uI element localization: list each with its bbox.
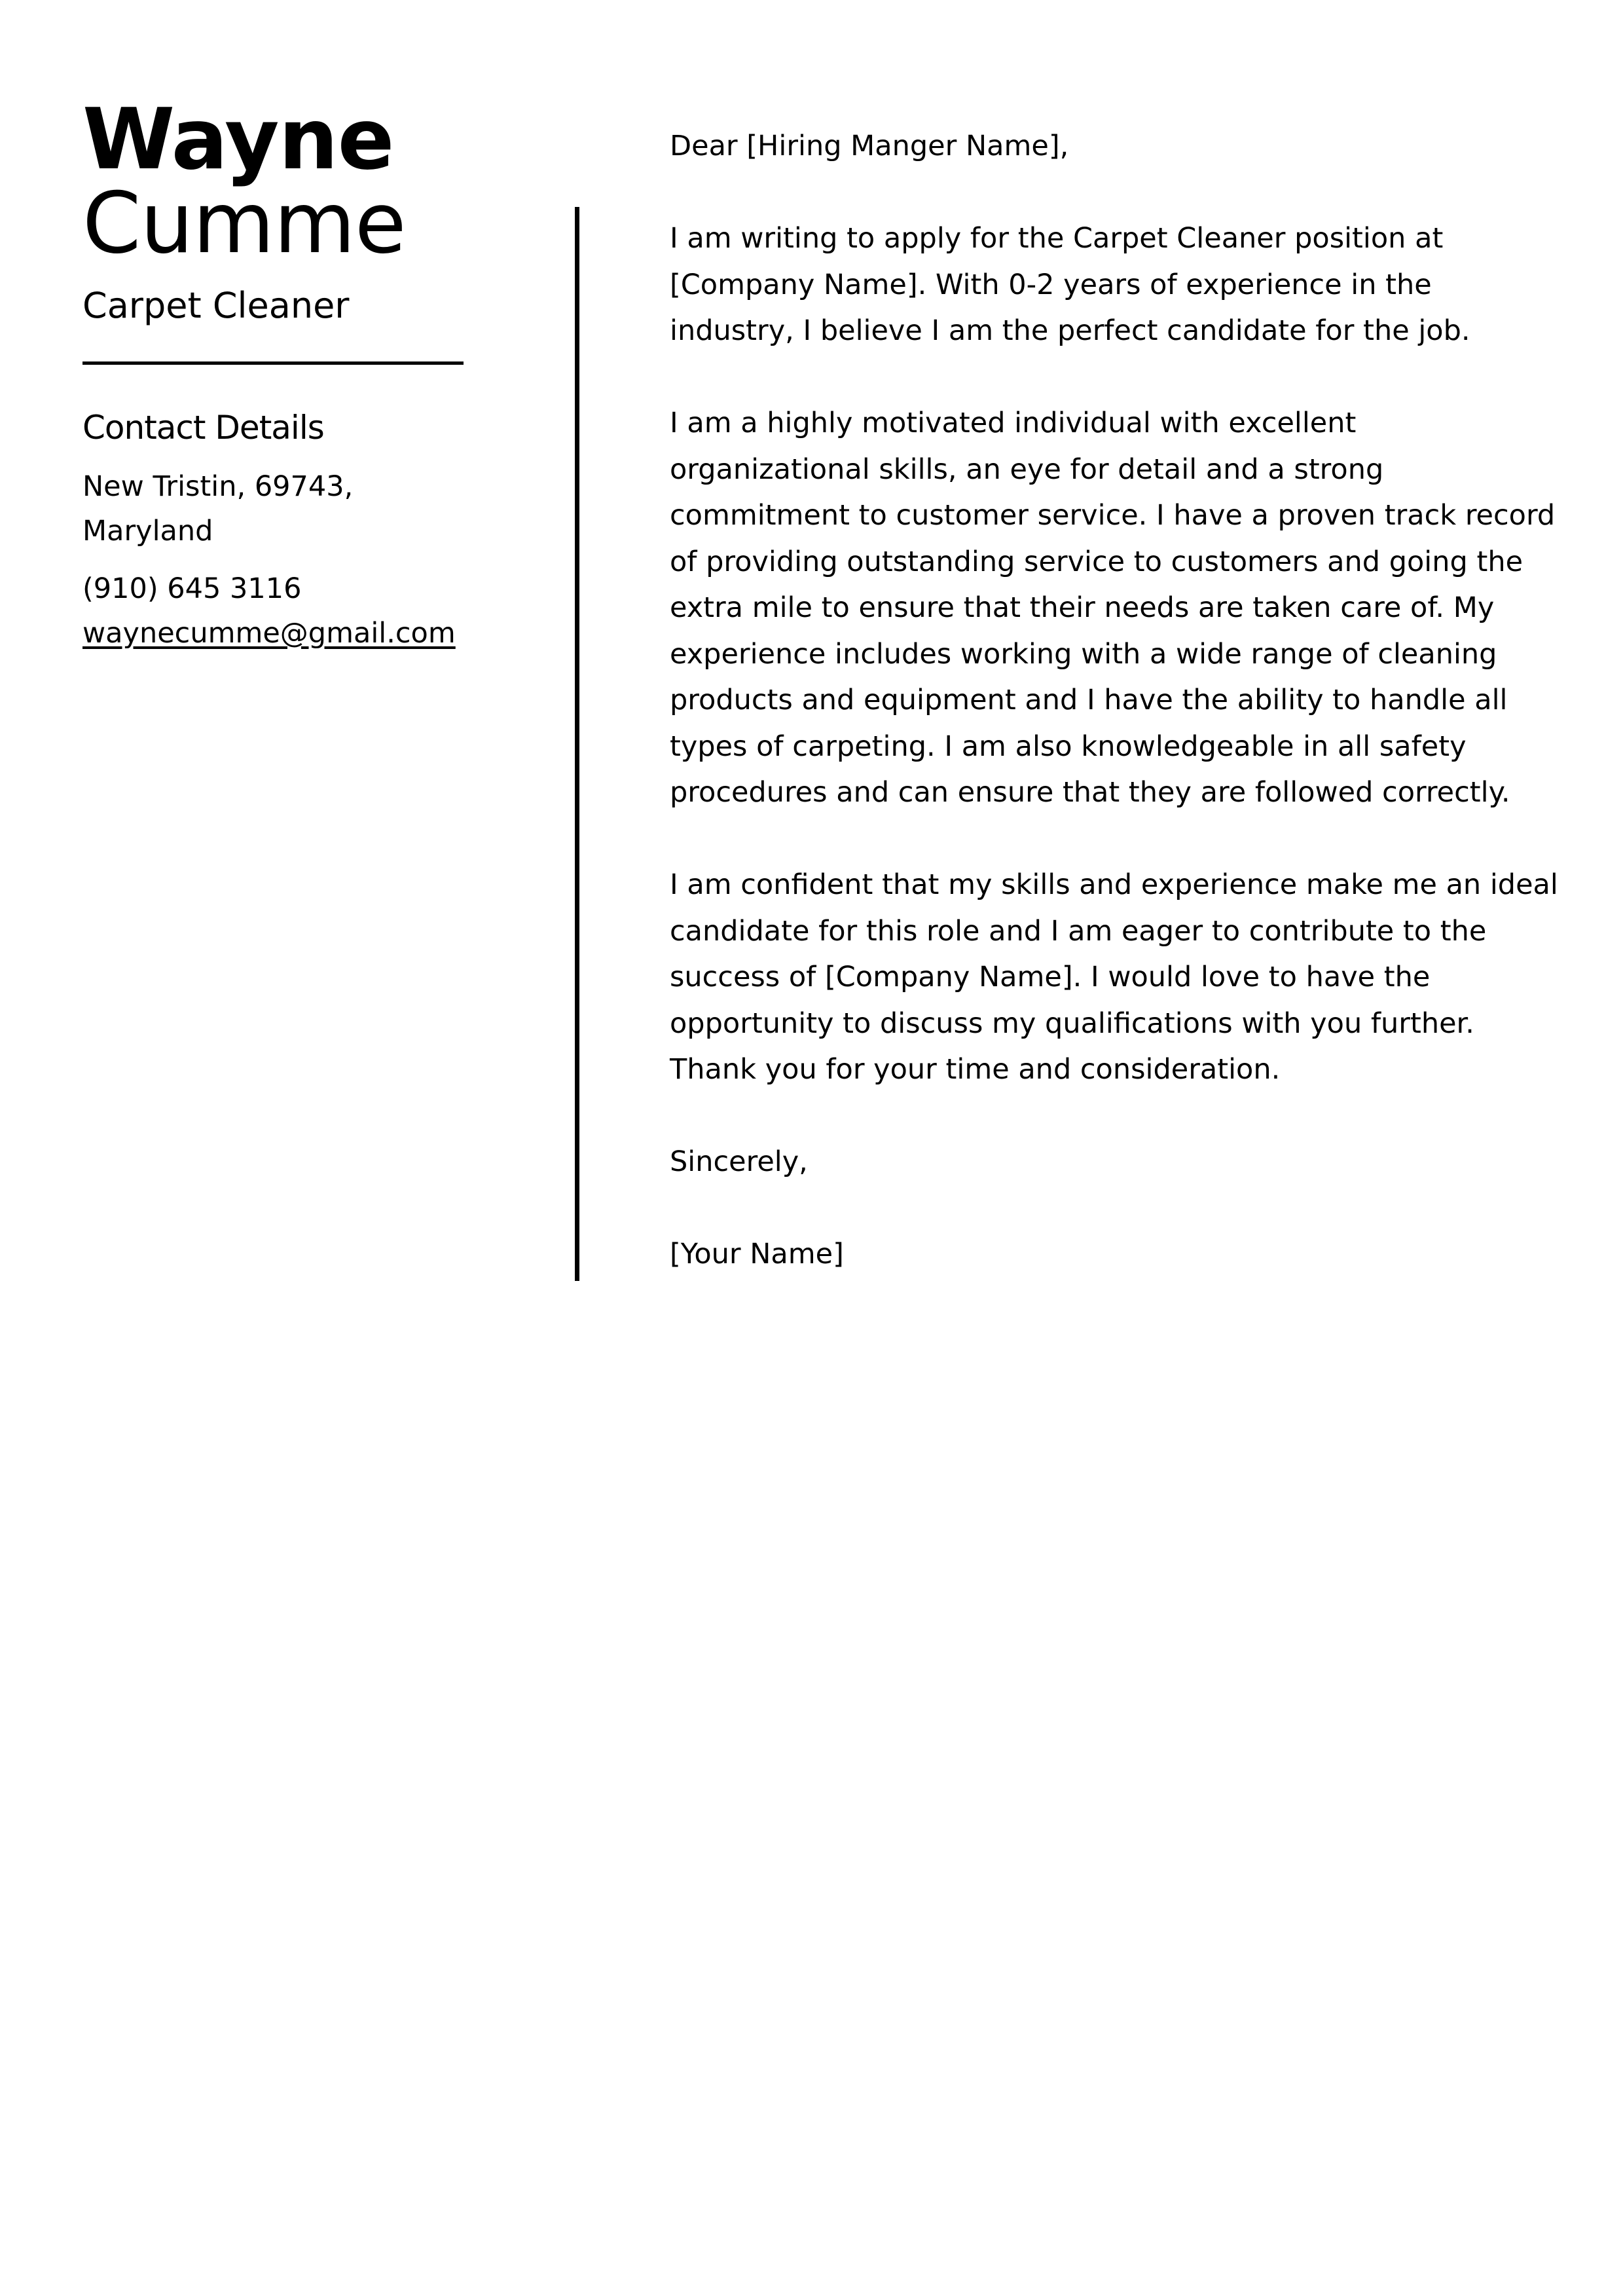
letter-paragraph-1: I am writing to apply for the Carpet Cleaner position at [Company Name]. With 0-2 years of experience in the industry, I believe I am the perfect candidate for the job. (670, 222, 1470, 347)
contact-email-link[interactable]: waynecumme@gmail.com (82, 617, 456, 650)
last-name: Cumme (82, 175, 406, 272)
job-title: Carpet Cleaner (82, 285, 350, 326)
sidebar (82, 91, 475, 656)
contact-phone: (910) 645 3116 (82, 572, 302, 605)
salutation: Dear [Hiring Manger Name], (670, 130, 1069, 162)
vertical-divider (575, 207, 579, 1281)
sidebar-divider (82, 361, 464, 365)
letter-body (670, 123, 1560, 1278)
signature: [Your Name] (670, 1238, 844, 1270)
letter-paragraph-3: I am confident that my skills and experience make me an ideal candidate for this role and I am eager to contribute to the success of [Company Name]. I would love to have the opportunity to discuss my qualifications with you further. Thank you for your time and consideration. (670, 868, 1558, 1086)
address-line-1: New Tristin, 69743, (82, 470, 354, 503)
first-name: Wayne (82, 91, 394, 189)
address-line-2: Maryland (82, 515, 213, 547)
contact-address (82, 464, 475, 553)
letter-paragraph-2: I am a highly motivated individual with excellent organizational skills, an eye for detail and a strong commitment to customer service. I have a proven track record of providing outstanding service to customers and going the extra mile to ensure that their needs are taken care of. My experience includes working with a wide range of cleaning products and equipment and I have the ability to handle all types of carpeting. I am also knowledgeable in all safety procedures and can ensure that they are followed correctly. (670, 407, 1556, 809)
contact-heading: Contact Details (82, 409, 324, 447)
closing: Sincerely, (670, 1145, 808, 1178)
